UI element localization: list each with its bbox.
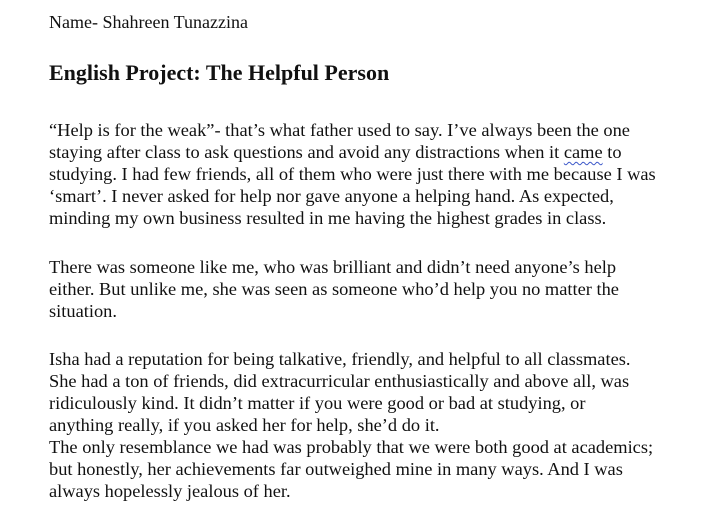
paragraph-3-line-1: Isha had a reputation for being talkative, friendly, and helpful to all classmates. — [49, 349, 631, 369]
paragraph-3-line-2: She had a ton of friends, did extracurricular enthusiastically and above all, was — [49, 371, 630, 391]
spellcheck-flagged-word[interactable]: came — [563, 142, 603, 162]
author-name: Name- Shahreen Tunazzina — [49, 12, 248, 32]
paragraph-3-line-3: ridiculously kind. It didn’t matter if you were good or bad at studying, or — [49, 393, 586, 413]
paragraph-3-line-5: The only resemblance we had was probably that we were both good at academics; — [49, 437, 654, 457]
paragraph-2-line-2: either. But unlike me, she was seen as someone who’d help you no matter the — [49, 279, 619, 299]
text-segment: to — [602, 142, 622, 162]
paragraph-1-line-3: studying. I had few friends, all of them who were just there with me because I was — [49, 164, 656, 184]
paragraph-3-line-7: always hopelessly jealous of her. — [49, 481, 291, 501]
paragraph-1-line-1: “Help is for the weak”- that’s what father used to say. I’ve always been the one — [49, 120, 630, 140]
document-title: English Project: The Helpful Person — [49, 60, 390, 85]
paragraph-3-line-4: anything really, if you asked her for help, she’d do it. — [49, 415, 440, 435]
paragraph-2-line-3: situation. — [49, 301, 117, 321]
text-segment: staying after class to ask questions and avoid any distractions when it — [49, 142, 564, 162]
paragraph-1-line-5: minding my own business resulted in me having the highest grades in class. — [49, 208, 607, 228]
paragraph-1-line-2 — [49, 141, 622, 163]
paragraph-3-line-6: but honestly, her achievements far outweighed mine in many ways. And I was — [49, 459, 623, 479]
paragraph-1-line-4: ‘smart’. I never asked for help nor gave anyone a helping hand. As expected, — [49, 186, 614, 206]
paragraph-2-line-1: There was someone like me, who was brilliant and didn’t need anyone’s help — [49, 257, 617, 277]
